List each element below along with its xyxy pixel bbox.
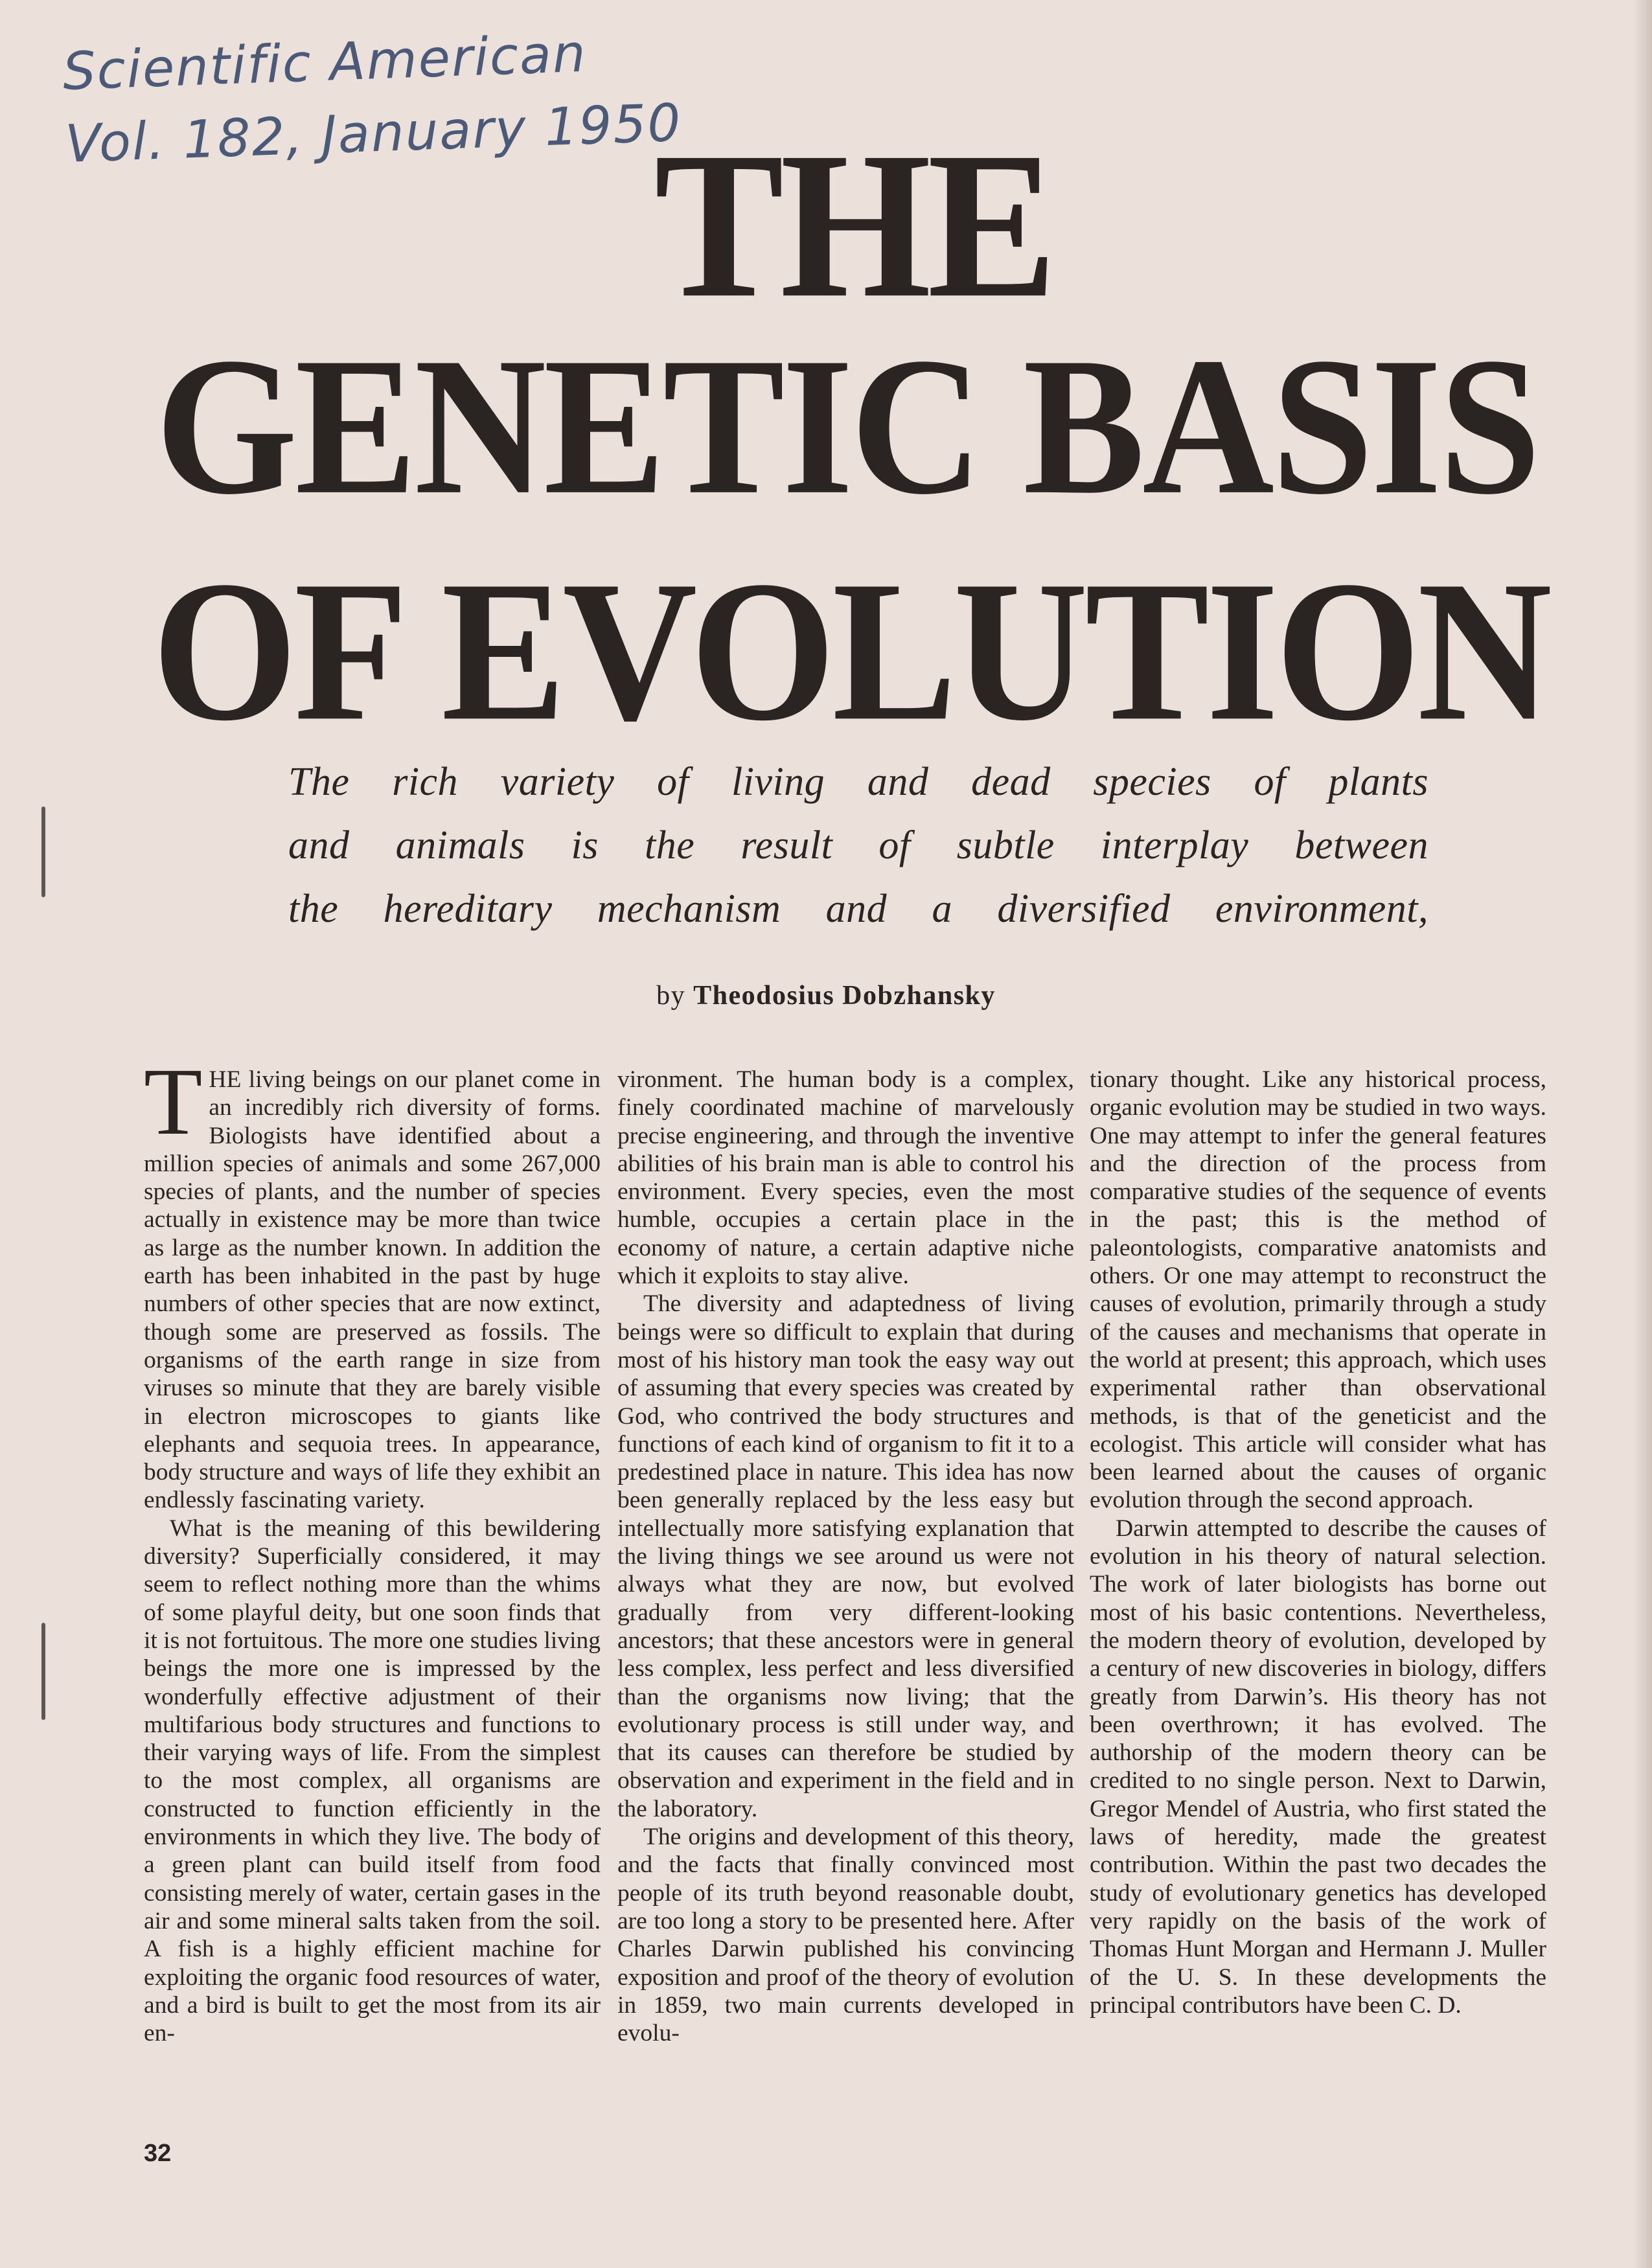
body-column-3 [1090, 1066, 1546, 2019]
paragraph-text: HE living beings on our planet come in an incredibly rich diversity of forms. Biologists have identified about a million species of animals and some 267,000 species of plants, and the number of species actually in existence may be more than twice as large as the number known. In addition the earth has been inhabited in the past by huge numbers of other species that are now extinct, though some are preserved as fossils. The organisms of the earth range in size from viruses so minute that they are barely visible in electron microscopes to giants like elephants and sequoia trees. In appearance, body structure and ways of life they exhibit an endlessly fascinating variety. [144, 1066, 601, 1514]
handwritten-citation [62, 16, 683, 181]
byline [0, 980, 1652, 1011]
handwritten-line-1: Scientific American [62, 23, 588, 102]
handwritten-line-2: Vol. 182, January 1950 [64, 92, 683, 174]
drop-cap: T [144, 1049, 203, 1155]
standfirst-line-2: and animals is the result of subtle interplay between [288, 823, 1428, 867]
byline-prefix: by [656, 981, 686, 1011]
page-edge-shadow [1634, 0, 1652, 2268]
standfirst [288, 750, 1428, 941]
body-paragraph: What is the meaning of this bewildering diversity? Superficially considered, it may seem to reflect nothing more than the whims of some playful deity, but one soon finds that it is not fortuitous. The more one studies living beings the more one is impressed by the wonderfully effective adjustment of their multifarious body structures and functions to their varying ways of life. From the simplest to the most complex, all organisms are constructed to function efficiently in the environments in which they live. The body of a green plant can build itself from food consisting merely of water, certain gases in the air and some mineral salts taken from the soil. A fish is a highly efficient machine for exploiting the organic food resources of water, and a bird is built to get the most from its air en- [144, 1515, 601, 2047]
body-paragraph: Darwin attempted to describe the causes of evolution in his theory of natural selection. The work of later biologists has borne out most of his basic contentions. Nevertheless, the modern theory of evolution, developed by a century of new discoveries in biology, differs greatly from Darwin’s. His theory has not been overthrown; it has evolved. The authorship of the modern theory can be credited to no single person. Next to Darwin, Gregor Mendel of Austria, who first stated the laws of heredity, made the greatest contribution. Within the past two decades the study of evolutionary genetics has developed very rapidly on the basis of the work of Thomas Hunt Morgan and Hermann J. Muller of the U. S. In these developments the principal contributors have been C. D. [1090, 1515, 1547, 2019]
body-column-1 [144, 1049, 601, 2047]
standfirst-line-1: The rich variety of living and dead species of plants [288, 760, 1428, 804]
staple-top [41, 807, 45, 897]
body-paragraph: The diversity and adaptedness of living beings were so difficult to explain that during most of his history man took the easy way out of assuming that every species was created by God, who contrived the body structures and functions of each kind of organism to fit it to a predestined place in nature. This idea has now been generally replaced by the less easy but intellectually more satisfying explanation that the living things we see around us were not always what they are now, but evolved gradually from very different-looking ancestors; that these ancestors were in general less complex, less perfect and less diversified than the organisms now living; that the evolutionary process is still under way, and that its causes can therefore be studied by observation and experiment in the field and in the laboratory. [617, 1290, 1074, 1822]
standfirst-line-3: the hereditary mechanism and a diversified environment, [288, 887, 1428, 931]
body-paragraph [144, 1049, 601, 1515]
headline-line-1: THE [654, 108, 1053, 341]
body-paragraph: vironment. The human body is a complex, finely coordinated machine of marvelously precise engineering, and through the inventive abilities of his brain man is able to control his environment. Every species, even the most humble, occupies a certain place in the economy of nature, a certain adaptive niche which it exploits to stay alive. [617, 1066, 1074, 1290]
byline-author: Theodosius Dobzhansky [693, 981, 996, 1011]
page-number: 32 [144, 2140, 172, 2167]
body-paragraph: tionary thought. Like any historical process, organic evolution may be studied in two ways. One may attempt to infer the general features and the direction of the process from comparative studies of the sequence of events in the past; this is the method of paleontologists, comparative anatomists and others. Or one may attempt to reconstruct the causes of evolution, primarily through a study of the causes and mechanisms that operate in the world at present; this approach, which uses experimental rather than observational methods, is that of the geneticist and the ecologist. This article will consider what has been learned about the causes of organic evolution through the second approach. [1090, 1066, 1546, 1514]
headline-line-3: OF EVOLUTION [152, 539, 1549, 763]
headline-line-2: GENETIC BASIS [155, 316, 1539, 535]
staple-bottom [41, 1623, 45, 1720]
body-paragraph: The origins and development of this theory, and the facts that finally convinced most people of its truth beyond reasonable doubt, are too long a story to be presented here. After Charles Darwin published his convincing exposition and proof of the theory of evolution in 1859, two main currents developed in evolu- [617, 1824, 1074, 2047]
body-column-2 [617, 1066, 1074, 2047]
